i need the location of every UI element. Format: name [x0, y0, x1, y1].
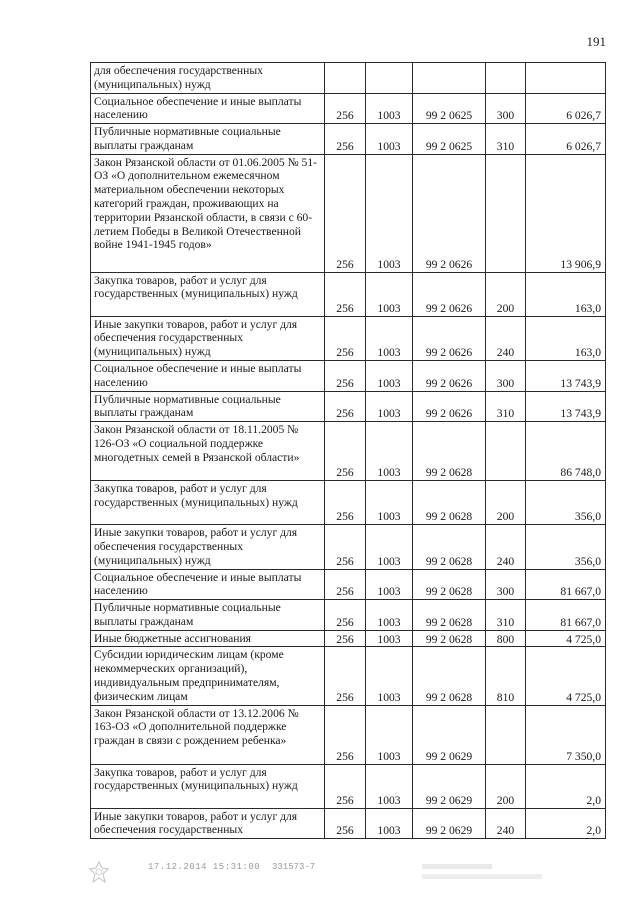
table-row — [91, 808, 606, 839]
row-name: Социальное обеспечение и иные выплаты населению — [91, 93, 325, 124]
cell-rz: 1003 — [366, 391, 413, 422]
cell-rz: 1003 — [366, 124, 413, 155]
cell-vr: 240 — [486, 525, 526, 569]
cell-rz: 1003 — [366, 569, 413, 600]
cell-csr: 99 2 0626 — [413, 154, 486, 272]
cell-csr: 99 2 0628 — [413, 422, 486, 481]
row-name: Иные закупки товаров, работ и услуг для обеспечения государственных — [91, 808, 325, 839]
cell-ved: 256 — [325, 93, 366, 124]
row-name: Иные закупки товаров, работ и услуг для обеспечения государственных (муниципальных) нужд — [91, 525, 325, 569]
table-row — [91, 154, 606, 272]
row-name: Закупка товаров, работ и услуг для государственных (муниципальных) нужд — [91, 272, 325, 316]
cell-rz: 1003 — [366, 272, 413, 316]
cell-sum: 2,0 — [526, 764, 606, 808]
cell-csr: 99 2 0628 — [413, 647, 486, 705]
cell-ved: 256 — [325, 316, 366, 360]
cell-sum: 356,0 — [526, 481, 606, 525]
row-name: для обеспечения государственных (муниципальных) нужд — [91, 63, 325, 94]
row-name: Закупка товаров, работ и услуг для государственных (муниципальных) нужд — [91, 764, 325, 808]
cell-sum: 81 667,0 — [526, 569, 606, 600]
budget-table — [90, 62, 606, 839]
cell-vr: 310 — [486, 600, 526, 631]
row-name: Закон Рязанской области от 13.12.2006 № 163-ОЗ «О дополнительной поддержке граждан в связи с рождением ребенка» — [91, 705, 325, 764]
cell-vr: 300 — [486, 361, 526, 392]
cell-csr: 99 2 0629 — [413, 705, 486, 764]
table-row — [91, 361, 606, 392]
cell-csr: 99 2 0626 — [413, 272, 486, 316]
cell-vr: 310 — [486, 124, 526, 155]
row-name: Публичные нормативные социальные выплаты гражданам — [91, 600, 325, 631]
cell-vr: 200 — [486, 272, 526, 316]
row-name: Закон Рязанской области от 01.06.2005 № 51-ОЗ «О дополнительном ежемесячном материальном обеспечении некоторых категорий граждан, проживающих на территории Рязанской области, в связи с 60-летием Победы в Великой Отечественной войне 1941-1945 годов» — [91, 154, 325, 272]
row-name: Публичные нормативные социальные выплаты гражданам — [91, 124, 325, 155]
cell-ved: 256 — [325, 391, 366, 422]
faint-watermark-icon — [420, 860, 560, 886]
cell-vr: 800 — [486, 630, 526, 647]
cell-vr: 300 — [486, 93, 526, 124]
table-row — [91, 647, 606, 705]
table-row — [91, 525, 606, 569]
cell-vr: 200 — [486, 481, 526, 525]
table-row — [91, 422, 606, 481]
cell-rz: 1003 — [366, 93, 413, 124]
cell-ved: 256 — [325, 764, 366, 808]
cell-sum: 13 906,9 — [526, 154, 606, 272]
cell-csr: 99 2 0629 — [413, 764, 486, 808]
footer-date: 17.12.2014 15:31:00 — [148, 862, 261, 872]
cell-vr: 240 — [486, 808, 526, 839]
row-name: Социальное обеспечение и иные выплаты населению — [91, 361, 325, 392]
cell-csr: 99 2 0626 — [413, 316, 486, 360]
cell-sum: 6 026,7 — [526, 124, 606, 155]
row-name: Социальное обеспечение и иные выплаты населению — [91, 569, 325, 600]
cell-rz: 1003 — [366, 600, 413, 631]
cell-vr: 300 — [486, 569, 526, 600]
row-name: Закупка товаров, работ и услуг для государственных (муниципальных) нужд — [91, 481, 325, 525]
cell-ved: 256 — [325, 154, 366, 272]
cell-rz: 1003 — [366, 705, 413, 764]
table-row — [91, 316, 606, 360]
cell-rz: 1003 — [366, 630, 413, 647]
cell-sum: 2,0 — [526, 808, 606, 839]
cell-ved: 256 — [325, 272, 366, 316]
cell-sum: 13 743,9 — [526, 391, 606, 422]
table-row — [91, 93, 606, 124]
row-name: Иные бюджетные ассигнования — [91, 630, 325, 647]
cell-rz: 1003 — [366, 316, 413, 360]
cell-vr — [486, 422, 526, 481]
cell-rz: 1003 — [366, 525, 413, 569]
cell-sum: 86 748,0 — [526, 422, 606, 481]
cell-ved: 256 — [325, 630, 366, 647]
table-row — [91, 272, 606, 316]
cell-csr: 99 2 0625 — [413, 124, 486, 155]
cell-vr: 810 — [486, 647, 526, 705]
cell-csr: 99 2 0628 — [413, 569, 486, 600]
cell-csr: 99 2 0628 — [413, 525, 486, 569]
table-row — [91, 124, 606, 155]
cell-sum: 4 725,0 — [526, 647, 606, 705]
cell-vr: 310 — [486, 391, 526, 422]
emblem-icon — [88, 860, 110, 886]
table-row — [91, 63, 606, 94]
row-name: Иные закупки товаров, работ и услуг для обеспечения государственных (муниципальных) нужд — [91, 316, 325, 360]
cell-sum: 13 743,9 — [526, 361, 606, 392]
cell-rz: 1003 — [366, 361, 413, 392]
cell-ved: 256 — [325, 705, 366, 764]
cell-sum: 4 725,0 — [526, 630, 606, 647]
cell-ved: 256 — [325, 422, 366, 481]
cell-csr: 99 2 0629 — [413, 808, 486, 839]
cell-ved: 256 — [325, 361, 366, 392]
table-row — [91, 391, 606, 422]
cell-vr — [486, 705, 526, 764]
cell-vr: 240 — [486, 316, 526, 360]
row-name: Закон Рязанской области от 18.11.2005 № 126-ОЗ «О социальной поддержке многодетных семей в Рязанской области» — [91, 422, 325, 481]
cell-vr — [486, 154, 526, 272]
cell-ved: 256 — [325, 600, 366, 631]
cell-ved: 256 — [325, 647, 366, 705]
cell-ved: 256 — [325, 808, 366, 839]
cell-sum: 356,0 — [526, 525, 606, 569]
table-row — [91, 600, 606, 631]
table-row — [91, 764, 606, 808]
row-name: Субсидии юридическим лицам (кроме некоммерческих организаций), индивидуальным предпринимателям, физическим лицам — [91, 647, 325, 705]
cell-csr: 99 2 0628 — [413, 600, 486, 631]
cell-rz: 1003 — [366, 808, 413, 839]
table-row — [91, 481, 606, 525]
row-name: Публичные нормативные социальные выплаты гражданам — [91, 391, 325, 422]
cell-ved: 256 — [325, 124, 366, 155]
cell-rz: 1003 — [366, 647, 413, 705]
cell-sum: 81 667,0 — [526, 600, 606, 631]
cell-csr: 99 2 0628 — [413, 481, 486, 525]
cell-csr: 99 2 0628 — [413, 630, 486, 647]
table-row — [91, 630, 606, 647]
footer-doc-id: 331573-7 — [272, 862, 316, 872]
table-row — [91, 705, 606, 764]
cell-rz: 1003 — [366, 764, 413, 808]
page-footer — [0, 854, 640, 894]
cell-csr: 99 2 0626 — [413, 391, 486, 422]
cell-ved: 256 — [325, 481, 366, 525]
cell-rz: 1003 — [366, 481, 413, 525]
cell-sum: 7 350,0 — [526, 705, 606, 764]
cell-rz: 1003 — [366, 422, 413, 481]
cell-sum: 6 026,7 — [526, 93, 606, 124]
cell-ved: 256 — [325, 525, 366, 569]
cell-sum: 163,0 — [526, 272, 606, 316]
cell-vr: 200 — [486, 764, 526, 808]
cell-sum: 163,0 — [526, 316, 606, 360]
cell-ved: 256 — [325, 569, 366, 600]
page-number: 191 — [586, 34, 606, 49]
cell-csr: 99 2 0625 — [413, 93, 486, 124]
cell-csr: 99 2 0626 — [413, 361, 486, 392]
table-row — [91, 569, 606, 600]
cell-rz: 1003 — [366, 154, 413, 272]
